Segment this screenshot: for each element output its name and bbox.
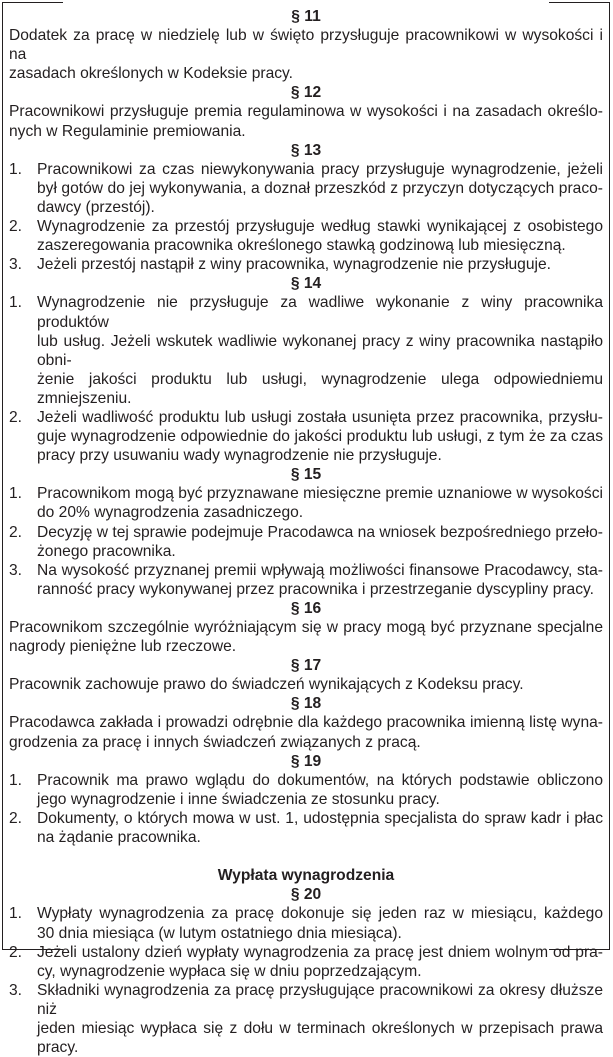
section-heading: § 18 [290, 695, 322, 713]
item-number: 3. [9, 981, 23, 999]
item-number: 1. [9, 905, 23, 923]
list-item [9, 408, 603, 465]
item-number: 2. [9, 408, 23, 426]
paragraph-text-line: Pracownikowi przysługuje premia regulaminowa w wysokości i na zasadach określo- [9, 103, 603, 121]
item-number: 1. [9, 294, 23, 312]
item-text-line: żonego pracownika. [37, 542, 176, 560]
item-text-line: Jeżeli przestój nastąpił z winy pracownika, wynagrodzenie nie przysługuje. [37, 256, 551, 274]
section-paragraph [9, 7, 603, 83]
item-text-line: Pracownik ma prawo wglądu do dokumentów, na których podstawie obliczono [37, 771, 603, 789]
item-number: 1. [9, 771, 23, 789]
numbered-list [9, 293, 603, 465]
section-paragraph [9, 465, 603, 599]
list-item [9, 943, 603, 981]
item-text-line: Wypłaty wynagrodzenia za pracę dokonuje się jeden raz w miesiącu, każdego [37, 905, 603, 923]
item-text-line: Na wysokość przyznanej premii wpływają możliwości finansowe Pracodawcy, sta- [37, 561, 603, 579]
frame-top-left-segment [2, 2, 63, 3]
numbered-list [9, 771, 603, 847]
paragraph-text-line: Pracodawca zakłada i prowadzi odrębnie dla każdego pracownika imienną listę wyna- [9, 714, 603, 732]
list-item [9, 484, 603, 522]
item-text-line: Wynagrodzenie za przestój przysługuje według stawki wynikającej z osobistego [37, 218, 603, 236]
item-number: 1. [9, 485, 23, 503]
item-number: 2. [9, 523, 23, 541]
item-number: 3. [9, 561, 23, 579]
chapter-wyplata [9, 866, 603, 1057]
paragraph-text-line: nych w Regulaminie premiowania. [9, 122, 246, 140]
item-text-line: na żądanie pracownika. [37, 829, 201, 847]
item-text-line: żenie jakości produktu lub usługi, wynagrodzenie ulega odpowiedniemu zmniejszeniu. [37, 370, 603, 407]
chapter-title: Wypłata wynagrodzenia [217, 867, 395, 885]
item-text-line: Jeżeli ustalony dzień wypłaty wynagrodzenia za pracę jest dniem wolnym od pra- [37, 943, 603, 961]
section-heading: § 15 [290, 466, 322, 484]
section-paragraph [9, 274, 603, 465]
paragraph-text-line: Pracownik zachowuje prawo do świadczeń wynikających z Kodeksu pracy. [9, 676, 524, 694]
list-item [9, 217, 603, 255]
blank-spacer [9, 847, 603, 866]
item-text-line: lub usług. Jeżeli wskutek wadliwie wykonanej pracy z winy pracownika nastąpiło obni- [37, 332, 603, 369]
item-number: 3. [9, 256, 23, 274]
item-text-line: Wynagrodzenie nie przysługuje za wadliwe wykonanie z winy pracownika produktów [37, 294, 603, 331]
list-item [9, 293, 603, 408]
section-heading: § 12 [290, 84, 322, 102]
frame-right-border [609, 2, 610, 950]
item-text-line: dawcy (przestój). [37, 198, 155, 216]
paragraph-text-line: Pracownikom szczególnie wyróżniającym się w pracy mogą być przyznane specjalne [9, 619, 603, 636]
section-paragraph [9, 752, 603, 847]
section-heading: § 13 [290, 141, 322, 159]
item-text-line: 30 dnia miesiąca (w lutym ostatniego dnia miesiąca). [37, 924, 402, 942]
item-text-line: pracy przy usuwaniu wady wynagrodzenie nie przysługuje. [37, 447, 442, 465]
paragraph-text-line: grodzenia za pracę i innych świadczeń związanych z pracą. [9, 733, 421, 751]
section-heading: § 17 [290, 657, 322, 675]
item-text-line: Decyzję w tej sprawie podejmuje Pracodawca na wniosek bezpośredniego przeło- [37, 523, 604, 541]
item-number: 2. [9, 218, 23, 236]
item-text-line: guje wynagrodzenie odpowiednie do jakości produktu lub usługi, z tym że za czas [37, 428, 603, 446]
item-text-line: jeden miesiąc wypłaca się z dołu w terminach określonych w przepisach prawa pracy. [37, 1019, 603, 1057]
section-heading: § 16 [290, 599, 322, 617]
item-text-line: zaszeregowania pracownika określonego stawką godzinową lub miesięczną. [37, 237, 566, 255]
section-paragraph [9, 694, 603, 751]
frame-left-border [2, 2, 3, 950]
section-heading: § 20 [290, 886, 322, 904]
section-paragraph [9, 141, 603, 275]
section-paragraph [9, 656, 603, 694]
item-text-line: Pracownikom mogą być przyznawane miesięczne premie uznaniowe w wysokości [37, 485, 603, 503]
section-heading: § 11 [291, 8, 321, 25]
item-text-line: do 20% wynagrodzenia zasadniczego. [37, 504, 304, 522]
list-item [9, 981, 603, 1057]
item-text-line: był gotów do jej wykonywania, a doznał przeszkód z przyczyn dotyczących praco- [37, 179, 603, 197]
frame-top-right-segment [549, 2, 610, 3]
paragraph-text-line: nagrody pieniężne lub rzeczowe. [9, 638, 237, 656]
list-item [9, 561, 603, 599]
item-text-line: cy, wynagrodzenie wypłaca się w dniu poprzedzającym. [37, 962, 422, 980]
list-item [9, 160, 603, 217]
item-text-line: Składniki wynagrodzenia za pracę przysługujące pracownikowi za okresy dłuższe niż [37, 981, 603, 1018]
numbered-list [9, 484, 603, 599]
item-number: 1. [9, 160, 23, 178]
paragraph-text-line: zasadach określonych w Kodeksie pracy. [9, 65, 294, 83]
list-item [9, 523, 603, 561]
regulation-text [9, 7, 603, 1057]
section-paragraph [9, 599, 603, 656]
paragraph-text-line: Dodatek za pracę w niedzielę lub w święto przysługuje pracownikowi w wysokości i na [9, 27, 603, 64]
section-heading: § 14 [290, 275, 322, 293]
list-item [9, 904, 603, 942]
numbered-list [9, 904, 603, 1057]
list-item [9, 809, 603, 847]
list-item [9, 771, 603, 809]
item-text-line: Dokumenty, o których mowa w ust. 1, udostępnia specjalista do spraw kadr i płac [37, 809, 603, 827]
item-text-line: ranność pracy wykonywanej przez pracownika i przestrzeganie dyscypliny pracy. [37, 580, 594, 598]
list-item [9, 255, 603, 274]
item-text-line: Jeżeli wadliwość produktu lub usługi została usunięta przez pracownika, przysłu- [37, 408, 603, 426]
item-number: 2. [9, 943, 23, 961]
item-text-line: jego wynagrodzenie i inne świadczenia ze stosunku pracy. [37, 790, 440, 808]
item-number: 2. [9, 809, 23, 827]
item-text-line: Pracownikowi za czas niewykonywania pracy przysługuje wynagrodzenie, jeżeli [37, 160, 603, 178]
section-paragraph [9, 83, 603, 140]
numbered-list [9, 160, 603, 275]
section-heading: § 19 [290, 752, 322, 770]
